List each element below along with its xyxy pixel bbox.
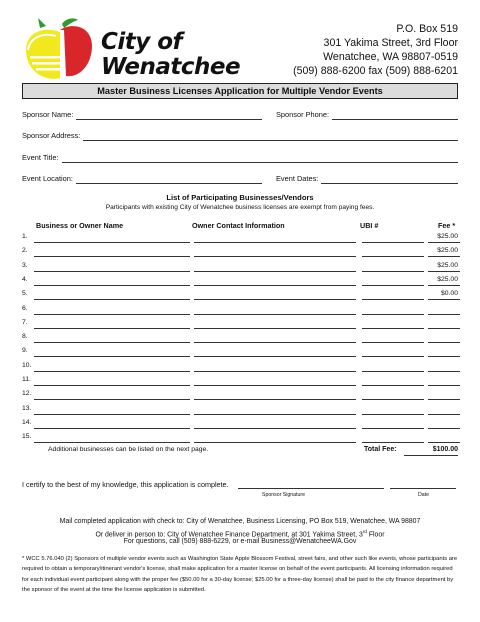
fee-line[interactable]: [428, 370, 460, 372]
table-row: [22, 418, 462, 432]
table-row: [22, 232, 462, 246]
list-subtitle: Participants with existing City of Wenatchee business licenses are exempt from paying fees.: [105, 204, 375, 211]
contact-info-line[interactable]: [194, 284, 356, 286]
fee-line[interactable]: [428, 398, 460, 400]
mail-instructions: Mail completed application with check to: City of Wenatchee, Business Licensing, PO Box 519, Wenatchee, WA 98807: [59, 518, 421, 525]
business-name-line[interactable]: [34, 327, 190, 329]
table-row: [22, 375, 462, 389]
sponsor-phone-label: Sponsor Phone:: [276, 110, 330, 119]
ubi-line[interactable]: [362, 398, 424, 400]
business-name-line[interactable]: [34, 298, 190, 300]
column-header-fee: Fee *: [438, 221, 456, 230]
apple-icon: [22, 16, 102, 86]
date-caption: Date: [418, 492, 429, 498]
business-name-line[interactable]: [34, 384, 190, 386]
city-address: [293, 22, 458, 78]
address-street: 301 Yakima Street, 3rd Floor: [323, 37, 458, 49]
row-number: 2.: [22, 247, 28, 255]
fee-line[interactable]: [428, 298, 460, 300]
contact-info-line[interactable]: [194, 398, 356, 400]
fee-line[interactable]: [428, 313, 460, 315]
fee-line[interactable]: [428, 284, 460, 286]
event-dates-line[interactable]: [321, 175, 458, 184]
contact-info-line[interactable]: [194, 370, 356, 372]
contact-info-line[interactable]: [194, 341, 356, 343]
ubi-line[interactable]: [362, 327, 424, 329]
business-name-line[interactable]: [34, 255, 190, 257]
contact-info-line[interactable]: [194, 270, 356, 272]
list-title: List of Participating Businesses/Vendors: [166, 193, 314, 202]
business-name-line[interactable]: [34, 284, 190, 286]
ubi-line[interactable]: [362, 255, 424, 257]
contact-info-line[interactable]: [194, 355, 356, 357]
fee-line[interactable]: [428, 341, 460, 343]
row-number: 10.: [22, 361, 32, 369]
row-fee: $25.00: [437, 275, 458, 283]
row-number: 4.: [22, 275, 28, 283]
logo-text-wenatchee: Wenatchee: [101, 54, 241, 80]
fee-line[interactable]: [428, 241, 460, 243]
business-name-line[interactable]: [34, 355, 190, 357]
table-row: [22, 389, 462, 403]
contact-info-line[interactable]: [194, 327, 356, 329]
event-dates-label: Event Dates:: [276, 174, 319, 183]
row-number: 15.: [22, 433, 32, 441]
ubi-line[interactable]: [362, 441, 424, 443]
business-name-line[interactable]: [34, 398, 190, 400]
event-title-field[interactable]: [22, 153, 458, 163]
row-number: 12.: [22, 390, 32, 398]
logo-text-city-of: City of: [101, 29, 183, 55]
floor-ordinal: rd: [362, 529, 367, 534]
event-location-field[interactable]: [22, 174, 262, 184]
business-name-line[interactable]: [34, 370, 190, 372]
sponsor-phone-line[interactable]: [332, 111, 458, 120]
event-location-line[interactable]: [76, 175, 262, 184]
table-row: [22, 432, 462, 446]
row-number: 8.: [22, 333, 28, 341]
table-row: [22, 289, 462, 303]
column-header-ubi: UBI #: [360, 221, 379, 230]
ubi-line[interactable]: [362, 313, 424, 315]
event-title-line[interactable]: [62, 154, 458, 163]
sponsor-address-label: Sponsor Address:: [22, 131, 81, 140]
row-number: 11.: [22, 376, 31, 383]
event-location-label: Event Location:: [22, 174, 73, 183]
business-name-line[interactable]: [34, 441, 190, 443]
ubi-line[interactable]: [362, 284, 424, 286]
contact-info-line[interactable]: [194, 427, 356, 429]
fee-line[interactable]: [428, 355, 460, 357]
fee-line[interactable]: [428, 427, 460, 429]
fee-line[interactable]: [428, 327, 460, 329]
total-fee-value: $100.00: [432, 446, 458, 453]
business-name-line[interactable]: [34, 413, 190, 415]
ubi-line[interactable]: [362, 341, 424, 343]
sponsor-address-field[interactable]: [22, 131, 458, 141]
ubi-line[interactable]: [362, 413, 424, 415]
ubi-line[interactable]: [362, 355, 424, 357]
total-fee-line: [404, 455, 458, 456]
ubi-line[interactable]: [362, 384, 424, 386]
column-header-contact: Owner Contact Information: [192, 221, 285, 230]
table-row: [22, 304, 462, 318]
fee-line[interactable]: [428, 413, 460, 415]
table-row: [22, 361, 462, 375]
business-name-line[interactable]: [34, 241, 190, 243]
additional-businesses-note: Additional businesses can be listed on the next page.: [48, 446, 209, 453]
table-row: [22, 275, 462, 289]
total-fee-label: Total Fee:: [364, 446, 397, 453]
row-number: 1.: [22, 233, 28, 240]
table-row: [22, 404, 462, 418]
fee-line[interactable]: [428, 255, 460, 257]
business-name-line[interactable]: [34, 341, 190, 343]
event-dates-field[interactable]: [276, 174, 458, 184]
city-logo: [22, 16, 241, 86]
ubi-line[interactable]: [362, 298, 424, 300]
signature-line[interactable]: [238, 488, 384, 489]
contact-info-line[interactable]: [194, 241, 356, 243]
table-row: [22, 318, 462, 332]
business-name-line[interactable]: [34, 313, 190, 315]
table-row: [22, 332, 462, 346]
ubi-line[interactable]: [362, 370, 424, 372]
row-number: 6.: [22, 304, 28, 312]
sponsor-name-label: Sponsor Name:: [22, 110, 74, 119]
row-number: 14.: [22, 418, 32, 426]
row-fee: $25.00: [437, 247, 458, 255]
footnote: * WCC 5.76.040 (2) Sponsors of multiple vendor events such as Washington State Apple Blossom Festival, street fairs, and other such like events, whose participants are required to obtain a temporary/itinerant vendor's license, shall make application for a master license on behalf of the event participants. All licensing information required for each individual event participant along with the proper fee ($50.00 for a 30-day license; $25.00 for a three-day license) shall be paid to the city finance department by the sponsor of the event at the time the license application is submitted.: [22, 556, 458, 594]
form-title: Master Business Licenses Application for Multiple Vendor Events: [22, 83, 458, 99]
questions-contact: For questions, call (509) 888-6229, or e-mail Business@WenatcheeWA.Gov: [123, 538, 357, 545]
row-fee: $0.00: [440, 290, 458, 298]
contact-info-line[interactable]: [194, 313, 356, 315]
business-name-line[interactable]: [34, 427, 190, 429]
row-number: 7.: [22, 318, 28, 326]
certification-text: I certify to the best of my knowledge, this application is complete.: [22, 480, 229, 489]
column-header-business: Business or Owner Name: [36, 221, 124, 230]
delivery-text: Or deliver in person to: City of Wenatchee Finance Department, at 301 Yakima Street, 3: [95, 531, 363, 539]
table-row: [22, 261, 462, 275]
ubi-line[interactable]: [362, 241, 424, 243]
table-row: [22, 246, 462, 260]
address-phone-fax: (509) 888-6200 fax (509) 888-6201: [293, 65, 458, 77]
fee-line[interactable]: [428, 441, 460, 443]
ubi-line[interactable]: [362, 270, 424, 272]
sponsor-name-line[interactable]: [76, 111, 262, 120]
signature-caption: Sponsor Signature: [262, 492, 305, 498]
row-number: 13.: [22, 404, 32, 412]
contact-info-line[interactable]: [194, 441, 356, 443]
sponsor-phone-field[interactable]: [276, 110, 458, 120]
row-fee: $25.00: [437, 233, 458, 240]
address-po-box: P.O. Box 519: [396, 23, 458, 35]
contact-info-line[interactable]: [194, 298, 356, 300]
event-title-label: Event Title:: [22, 153, 59, 162]
sponsor-address-line[interactable]: [83, 132, 458, 141]
fee-line[interactable]: [428, 384, 460, 386]
row-number: 3.: [22, 261, 28, 269]
business-name-line[interactable]: [34, 270, 190, 272]
date-line[interactable]: [390, 488, 456, 489]
ubi-line[interactable]: [362, 427, 424, 429]
contact-info-line[interactable]: [194, 255, 356, 257]
table-row: [22, 346, 462, 360]
delivery-floor: Floor: [366, 531, 385, 539]
row-number: 5.: [22, 290, 28, 298]
row-fee: $25.00: [437, 261, 458, 269]
address-city: Wenatchee, WA 98807-0519: [323, 51, 458, 63]
sponsor-name-field[interactable]: [22, 110, 262, 120]
contact-info-line[interactable]: [194, 413, 356, 415]
fee-line[interactable]: [428, 270, 460, 272]
row-number: 9.: [22, 347, 28, 355]
contact-info-line[interactable]: [194, 384, 356, 386]
